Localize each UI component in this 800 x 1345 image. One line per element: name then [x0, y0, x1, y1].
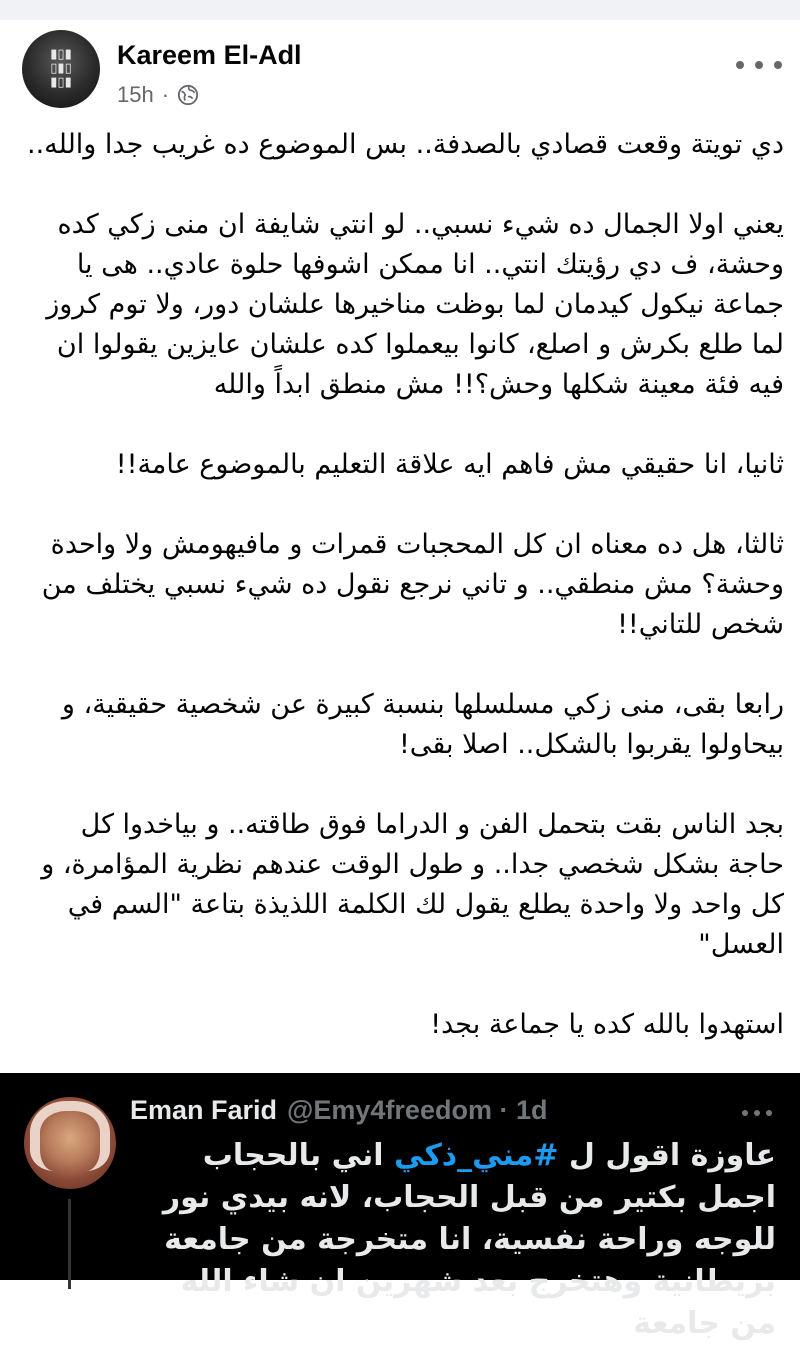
author-avatar[interactable] — [22, 30, 100, 108]
embedded-tweet-screenshot[interactable] — [0, 1073, 800, 1341]
top-divider-strip — [0, 0, 800, 20]
tweet-hashtag: #مني_ذكي — [393, 1138, 559, 1173]
tweet-text-rest: اني بالحجاب اجمل بكتير من قبل الحجاب، لانه بيدي نور للوجه وراحة نفسية، انا متخرجة من جامعة بريطانية وهتخرج بعد شهرين ان شاء الله من جامعة — [162, 1138, 776, 1341]
tweet-separator: · — [499, 1095, 509, 1125]
post-paragraph: بجد الناس بقت بتحمل الفن و الدراما فوق طاقته.. و بياخدوا كل حاجة بشكل شخصي جدا.. و طول الوقت عندهم نظرية المؤامرة، و كل واحد ولا واحدة يطلع يقول لك الكلمة اللذيذة بتاعة "السم في العسل" — [41, 809, 784, 960]
meta-separator: · — [161, 82, 170, 107]
post-paragraph: رابعا بقى، منى زكي مسلسلها بنسبة كبيرة عن شخصية حقيقية، و بيحاولوا يقربوا بالشكل.. اصلا بقى! — [61, 689, 784, 760]
post-paragraph: ثانيا، انا حقيقي مش فاهم ايه علاقة التعليم بالموضوع عامة!! — [115, 449, 784, 480]
tweet-text-start: عاوزة اقول ل — [558, 1138, 776, 1173]
post-paragraph: ثالثا، هل ده معناه ان كل المحجبات قمرات و مافيهومش ولا واحدة وحشة؟ مش منطقي.. و تاني نرجع نقول ده شيء نسبي يختلف من شخص للتاني!! — [41, 529, 784, 640]
thread-line — [68, 1199, 71, 1289]
post-paragraph: يعني اولا الجمال ده شيء نسبي.. لو انتي شايفة ان منى زكي كده وحشة، ف دي رؤيتك انتي.. انا ممكن اشوفها حلوة عادي.. هى يا جماعة نيكول كيدمان لما بوظت مناخيرها علشان دور، ولا توم كروز لما طلع بكرش و اصلع، كانوا بيعملوا كده علشان عايزين يقولوا ان فيه فئة معينة شكلها وحش؟!! مش منطق ابداً والله — [46, 209, 784, 400]
post-paragraph: دي تويتة وقعت قصادي بالصدفة.. بس الموضوع ده غريب جدا والله.. — [26, 129, 784, 160]
post-header — [0, 20, 800, 120]
post-paragraph: استهدوا بالله كده يا جماعة بجد! — [430, 1009, 784, 1040]
tweet-author-avatar — [24, 1097, 116, 1189]
tweet-author-handle — [287, 1095, 547, 1126]
more-options-icon[interactable] — [736, 58, 782, 72]
tweet-more-icon — [742, 1109, 772, 1117]
tweet-author-name: Eman Farid — [130, 1095, 278, 1125]
post-meta — [117, 82, 199, 108]
post-time[interactable]: 15h — [117, 82, 154, 107]
author-name[interactable]: Kareem El-Adl — [117, 40, 302, 70]
tweet-age: 1d — [515, 1095, 548, 1125]
globe-icon — [177, 84, 199, 106]
tweet-handle-text: @Emy4freedom — [287, 1095, 492, 1125]
post-body — [18, 125, 784, 1045]
avatar-hijab-shape — [30, 1101, 110, 1171]
tweet-text — [140, 1135, 776, 1345]
tweet-header — [130, 1095, 548, 1126]
avatar-image-glyph: ▮▯▮ ▯▮▯ ▮▯▮ — [50, 47, 72, 90]
